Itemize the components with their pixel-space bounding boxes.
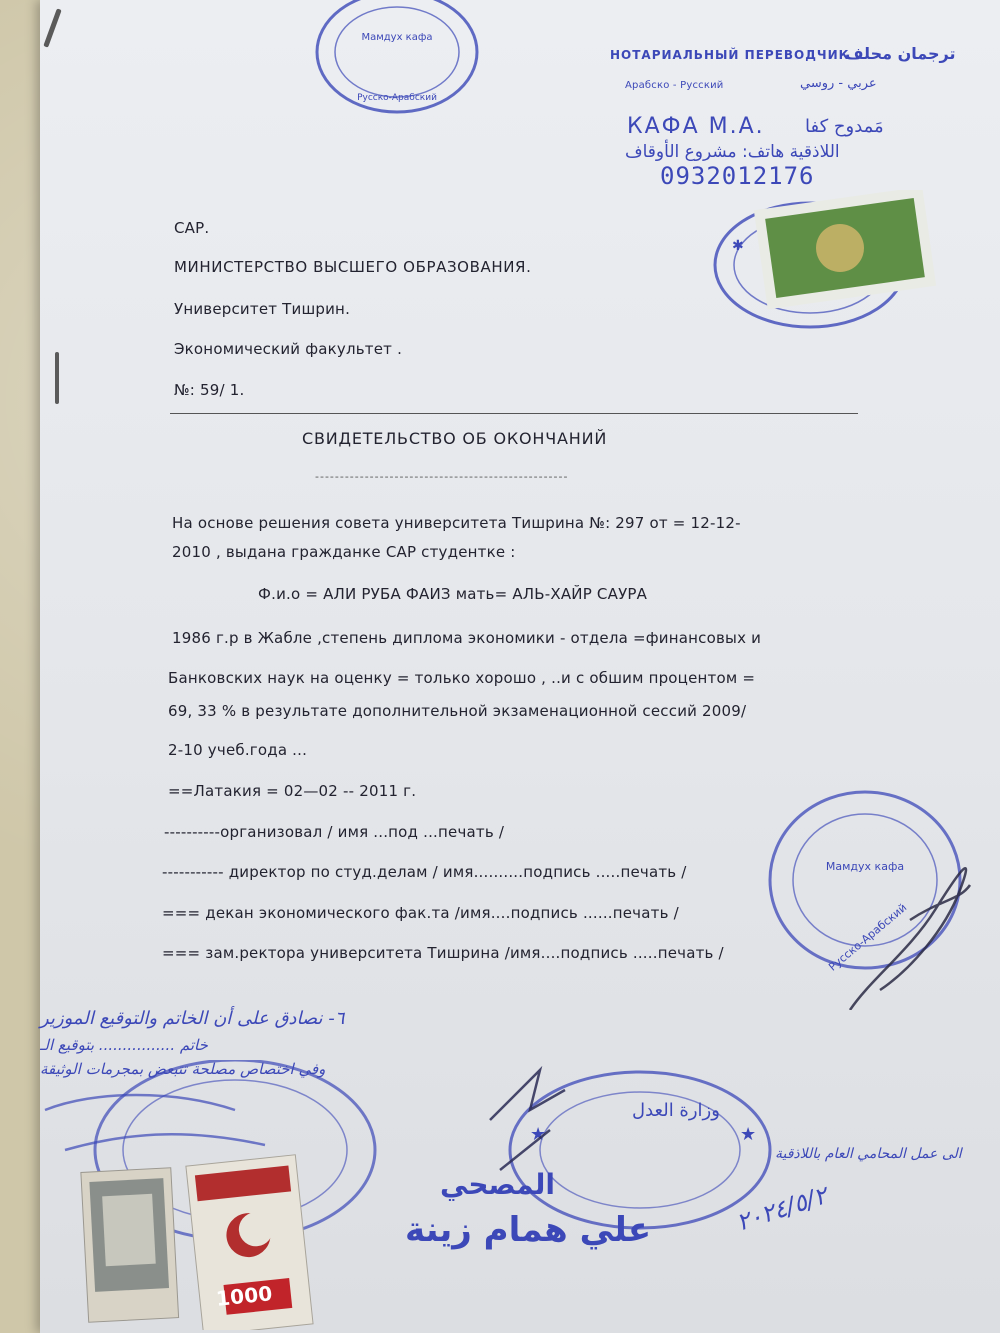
header-number: №: 59/ 1.	[174, 381, 245, 399]
header-ministry: МИНИСТЕРСТВО ВЫСШЕГО ОБРАЗОВАНИЯ.	[174, 258, 532, 276]
notary-title: НОТАРИАЛЬНЫЙ ПЕРЕВОДЧИК	[610, 48, 850, 62]
signer-title: المصحي	[440, 1168, 555, 1201]
bottom-left-seal-and-stamps	[35, 1060, 385, 1330]
notary-address-ar: اللاذقية هاتف: مشروع الأوقاف	[625, 142, 840, 162]
arabic-certification-line-2: خاتم ................ بتوقيع الـ	[40, 1036, 208, 1054]
body-line-6: 69, 33 % в результате дополнительной экзаменационной сессий 2009/	[168, 702, 747, 720]
notary-phone: 0932012176	[660, 162, 815, 190]
arabic-certification-line-3: وفي اختصاص مصلحة تتبعض بمجرمات الوثيقة	[40, 1060, 326, 1078]
revenue-stamp-with-seal	[710, 190, 940, 340]
svg-text:✱: ✱	[732, 238, 744, 254]
ministry-stamp-title: وزارة العدل	[632, 1100, 720, 1121]
header-separator	[170, 413, 858, 414]
translator-round-stamp	[760, 780, 990, 1010]
signature-vice-rector: === зам.ректора университета Тишрина /имя....подпись .....печать /	[162, 944, 724, 962]
notary-title-ar: ترجمان محلف	[845, 44, 956, 63]
document-title: СВИДЕТЕЛЬСТВО ОБ ОКОНЧАНИЙ	[302, 429, 608, 448]
title-underline: ---------------------------------------------------	[315, 470, 569, 483]
signature-organizer: ----------организовал / имя ...под ...печать /	[164, 823, 505, 841]
staple-middle	[55, 352, 59, 404]
red-crescent-stamp-value: 1000	[214, 1281, 274, 1311]
ministry-stamp-lines: الى عمل المحامي العام باللاذقية	[775, 1146, 962, 1162]
notary-languages-ar: عربي - روسي	[800, 76, 877, 91]
svg-text:Русско-Арабский: Русско-Арабский	[826, 900, 910, 974]
place-date: ==Латакия = 02—02 -- 2011 г.	[168, 782, 417, 800]
notary-name-ar: مَمدوح كفا	[805, 116, 884, 137]
header-faculty: Экономический факультет .	[174, 340, 403, 358]
svg-text:Мамдух кафа: Мамдух кафа	[361, 32, 433, 43]
notary-round-stamp-top	[312, 0, 482, 120]
arabic-certification-line-1: ٦- نصادق على أن الخاتم والتوقيع الموزير	[40, 1008, 345, 1029]
svg-text:Русско-Арабский: Русско-Арабский	[357, 93, 437, 103]
notary-languages: Арабско - Русский	[625, 80, 724, 91]
body-line-1: На основе решения совета университета Тишрина №: 297 от = 12-12-	[172, 514, 741, 532]
signer-name: علي همام زينة	[405, 1210, 652, 1250]
body-line-4: 1986 г.р в Жабле ,степень диплома экономики - отдела =финансовых и	[172, 629, 762, 647]
handwritten-date: ٢٠٢٤/٥/٢	[732, 1181, 831, 1237]
svg-text:Мамдух кафа: Мамдух кафа	[825, 860, 905, 873]
body-line-3-fullname: Ф.и.о = АЛИ РУБА ФАИЗ мать= АЛЬ-ХАЙР САУРА	[258, 585, 648, 603]
body-line-2: 2010 , выдана гражданке САР студентке :	[172, 543, 516, 561]
signature-student-affairs-director: ----------- директор по студ.делам / имя..........подпись .....печать /	[162, 863, 687, 881]
header-country: САР.	[174, 219, 210, 237]
signature-dean: === декан экономического фак.та /имя....подпись ......печать /	[162, 904, 679, 922]
svg-text:★: ★	[740, 1124, 757, 1145]
header-university: Университет Тишрин.	[174, 300, 351, 318]
svg-text:★: ★	[530, 1124, 547, 1145]
body-line-7: 2-10 учеб.года ...	[168, 741, 308, 759]
notary-name: КАФА М.А.	[627, 114, 765, 139]
body-line-5: Банковских наук на оценку = только хорошо , ..и с обшим процентом =	[168, 669, 756, 687]
